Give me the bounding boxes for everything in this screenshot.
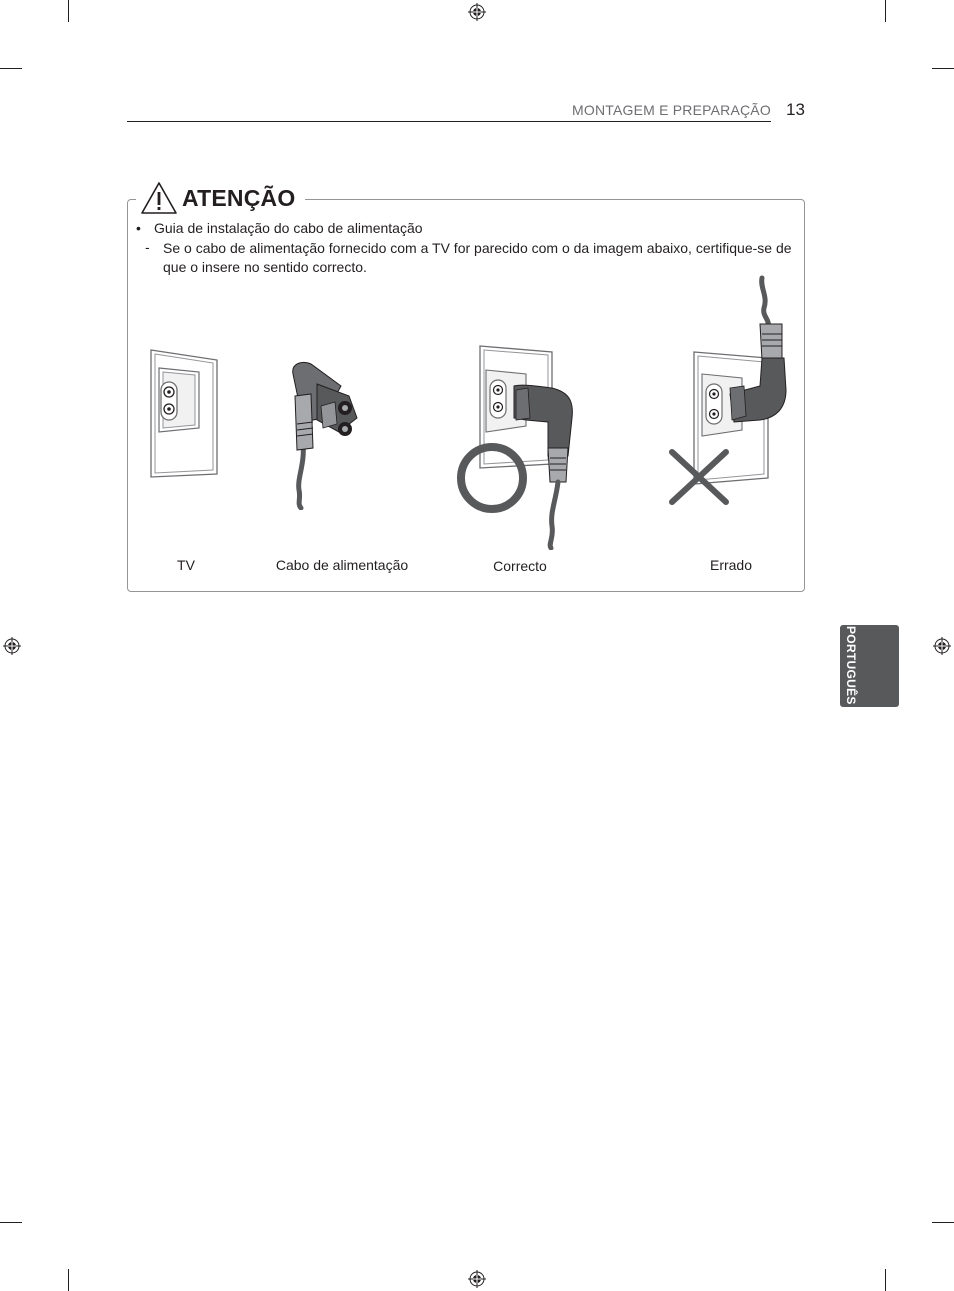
registration-mark-icon xyxy=(933,637,951,655)
crop-mark xyxy=(68,1269,69,1291)
correct-insertion-figure xyxy=(456,344,578,550)
caption-correct: Correcto xyxy=(493,558,547,574)
registration-mark-icon xyxy=(468,1270,486,1288)
crop-mark xyxy=(0,68,22,69)
language-tab xyxy=(840,625,899,707)
warning-triangle-icon xyxy=(140,181,178,215)
bullet-marker: • xyxy=(136,220,141,236)
crop-mark xyxy=(68,0,69,22)
caption-wrong: Errado xyxy=(709,557,753,573)
caution-heading xyxy=(136,174,305,222)
crop-mark xyxy=(885,1269,886,1291)
crop-mark xyxy=(885,0,886,22)
crop-mark xyxy=(932,68,954,69)
crop-mark xyxy=(0,1222,22,1223)
language-tab-label: PORTUGUÊS xyxy=(844,626,858,705)
tv-socket-figure xyxy=(147,346,223,480)
dash-marker: - xyxy=(145,239,150,255)
power-cable-figure xyxy=(283,356,369,510)
caution-title: ATENÇÃO xyxy=(182,184,296,211)
dash-text: Se o cabo de alimentação fornecido com a TV for parecido com o da imagem abaixo, certifique-se de que o insere no sentido correcto. xyxy=(163,240,792,275)
wrong-insertion-figure xyxy=(664,274,792,510)
caption-tv: TV xyxy=(177,557,195,573)
crop-mark xyxy=(932,1222,954,1223)
section-title: MONTAGEM E PREPARAÇÃO xyxy=(572,102,771,118)
bullet-text: Guia de instalação do cabo de alimentação xyxy=(154,220,423,236)
registration-mark-icon xyxy=(3,637,21,655)
header-rule xyxy=(127,121,771,122)
page-number: 13 xyxy=(786,100,805,119)
caption-cable: Cabo de alimentação xyxy=(275,557,409,573)
registration-mark-icon xyxy=(468,3,486,21)
